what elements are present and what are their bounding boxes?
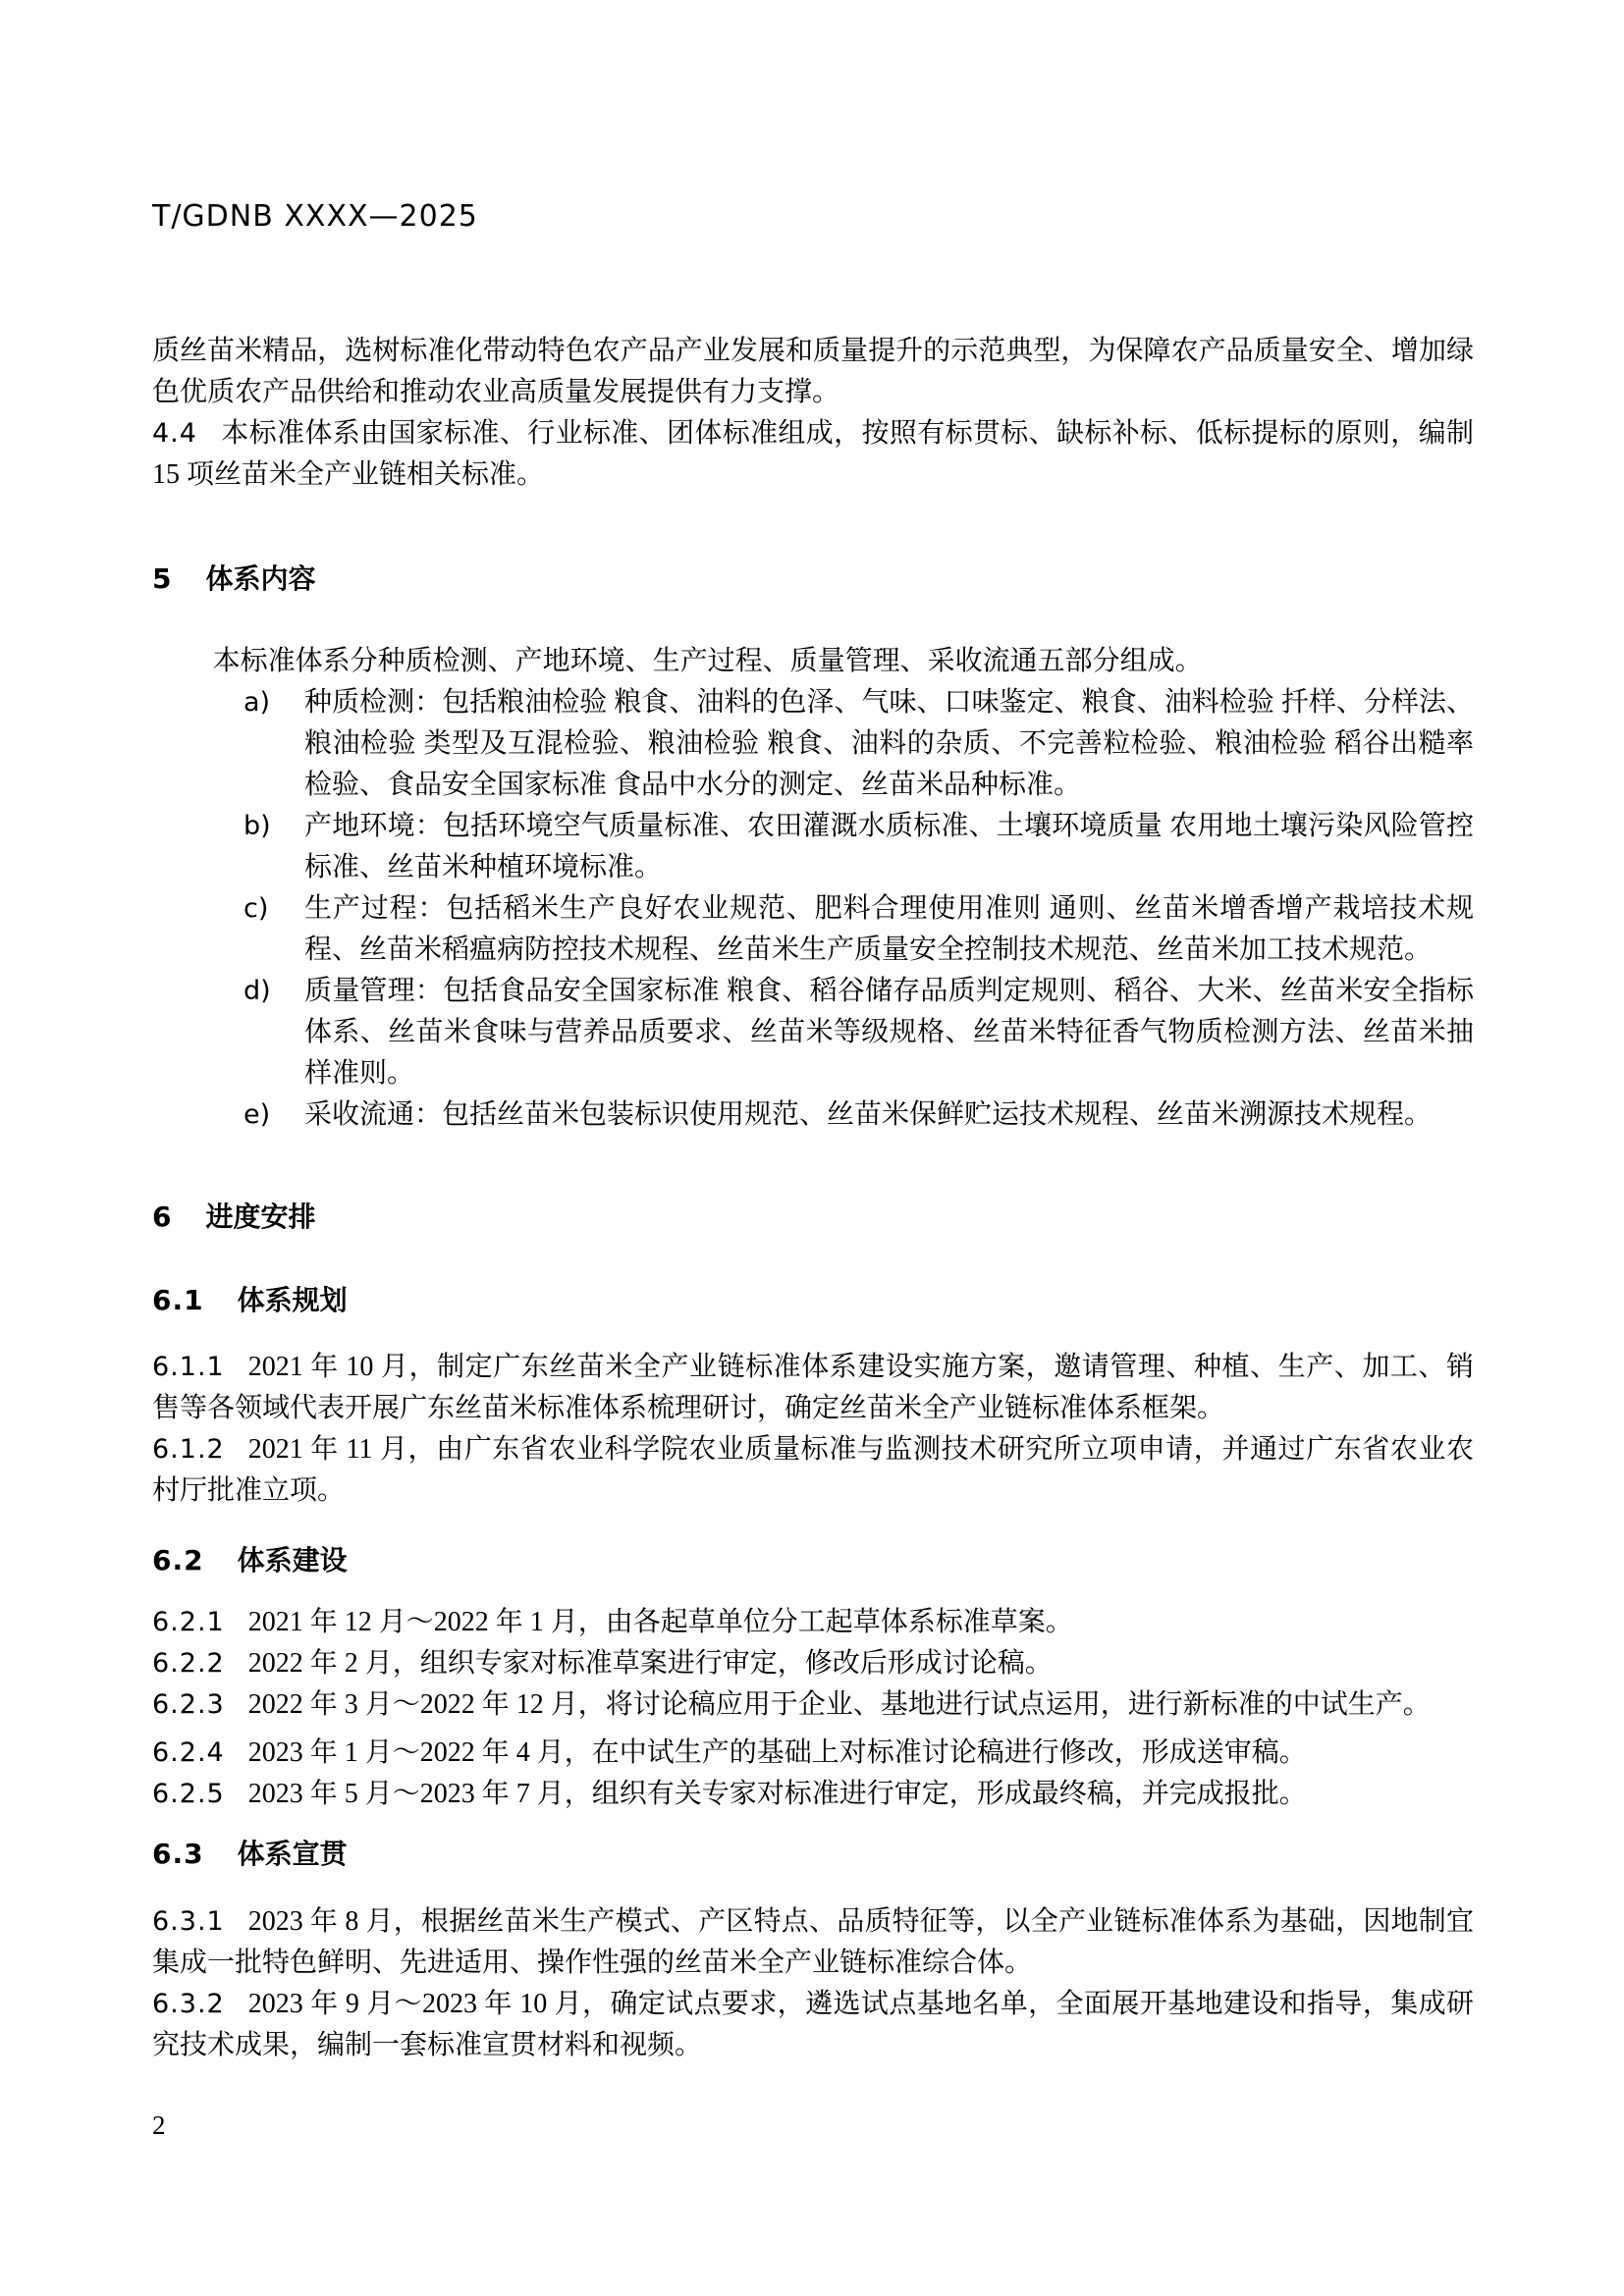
list-item-e-text: 采收流通：包括丝苗米包装标识使用规范、丝苗米保鲜贮运技术规程、丝苗米溯源技术规程。 bbox=[304, 1099, 1433, 1130]
clause-6-2-4 bbox=[152, 1733, 1474, 1774]
clause-6-2-5 bbox=[152, 1774, 1474, 1815]
clause-4-4 bbox=[152, 413, 1474, 496]
page-content bbox=[152, 0, 1474, 2066]
section-6-3-number: 6.3 bbox=[152, 1838, 204, 1870]
clause-6-2-1-text: 2021 年 12 月～2022 年 1 月，由各起草单位分工起草体系标准草案。 bbox=[247, 1607, 1073, 1637]
list-item-b-text: 产地环境：包括环境空气质量标准、农田灌溉水质标准、土壤环境质量 农用地土壤污染风险管控标准、丝苗米种植环境标准。 bbox=[304, 811, 1474, 882]
section-6-2-number: 6.2 bbox=[152, 1544, 204, 1576]
clause-6-1-1-text: 2021 年 10 月，制定广东丝苗米全产业链标准体系建设实施方案，邀请管理、种植、生产、加工、销售等各领域代表开展广东丝苗米标准体系梳理研讨，确定丝苗米全产业链标准体系框架。 bbox=[152, 1352, 1474, 1423]
clause-6-3-2-number: 6.3.2 bbox=[152, 1989, 225, 2019]
page-number: 2 bbox=[152, 2110, 166, 2140]
clause-6-3-1 bbox=[152, 1901, 1474, 1984]
section-5-heading bbox=[152, 559, 1474, 600]
clause-4-4-number: 4.4 bbox=[152, 418, 197, 449]
list-item-b bbox=[152, 806, 1474, 888]
clause-6-2-1-number: 6.2.1 bbox=[152, 1607, 225, 1637]
clause-6-2-5-number: 6.2.5 bbox=[152, 1779, 225, 1809]
clause-6-1-2-number: 6.1.2 bbox=[152, 1434, 225, 1465]
list-item-c bbox=[152, 888, 1474, 971]
list-item-a-marker: a) bbox=[244, 687, 271, 718]
clause-6-2-2 bbox=[152, 1643, 1474, 1684]
section-6-3-heading bbox=[152, 1834, 1474, 1875]
section-5-number: 5 bbox=[152, 562, 173, 595]
section-6-heading bbox=[152, 1197, 1474, 1238]
clause-6-2-5-text: 2023 年 5 月～2023 年 7 月，组织有关专家对标准进行审定，形成最终稿，并完成报批。 bbox=[247, 1779, 1307, 1809]
list-item-e bbox=[152, 1095, 1474, 1136]
list-item-b-marker: b) bbox=[244, 811, 271, 841]
section-5-list bbox=[152, 682, 1474, 1136]
section-6-3-title: 体系宣贯 bbox=[237, 1838, 348, 1870]
clause-6-3-1-text: 2023 年 8 月，根据丝苗米生产模式、产区特点、品质特征等，以全产业链标准体系为基础，因地制宜集成一批特色鲜明、先进适用、操作性强的丝苗米全产业链标准综合体。 bbox=[152, 1906, 1474, 1978]
section-5-intro: 本标准体系分种质检测、产地环境、生产过程、质量管理、采收流通五部分组成。 bbox=[212, 646, 1203, 676]
list-item-d bbox=[152, 971, 1474, 1095]
section-6-2-heading bbox=[152, 1540, 1474, 1581]
section-6-title: 进度安排 bbox=[205, 1201, 316, 1233]
list-item-e-marker: e) bbox=[244, 1099, 271, 1130]
clause-6-1-1 bbox=[152, 1347, 1474, 1429]
clause-6-2-3-text: 2022 年 3 月～2022 年 12 月，将讨论稿应用于企业、基地进行试点运用，进行新标准的中试生产。 bbox=[247, 1689, 1431, 1720]
clause-6-2-3-number: 6.2.3 bbox=[152, 1689, 225, 1720]
clause-6-3-2 bbox=[152, 1984, 1474, 2066]
section-6-1-number: 6.1 bbox=[152, 1284, 204, 1316]
section-6-1-title: 体系规划 bbox=[237, 1284, 348, 1316]
list-item-d-marker: d) bbox=[244, 976, 271, 1006]
clause-6-3-2-text: 2023 年 9 月～2023 年 10 月，确定试点要求，遴选试点基地名单，全面展开基地建设和指导，集成研究技术成果，编制一套标准宣贯材料和视频。 bbox=[152, 1989, 1474, 2060]
clause-6-1-2-text: 2021 年 11 月，由广东省农业科学院农业质量标准与监测技术研究所立项申请，并通过广东省农业农村厅批准立项。 bbox=[152, 1434, 1474, 1506]
section-6-1-heading bbox=[152, 1280, 1474, 1321]
list-item-c-marker: c) bbox=[244, 893, 269, 924]
clause-4-4-text: 本标准体系由国家标准、行业标准、团体标准组成，按照有标贯标、缺标补标、低标提标的原则，编制 15 项丝苗米全产业链相关标准。 bbox=[152, 418, 1474, 490]
section-6-2-title: 体系建设 bbox=[237, 1544, 348, 1576]
clause-6-1-2 bbox=[152, 1429, 1474, 1512]
list-item-c-text: 生产过程：包括稻米生产良好农业规范、肥料合理使用准则 通则、丝苗米增香增产栽培技术规程、丝苗米稻瘟病防控技术规程、丝苗米生产质量安全控制技术规范、丝苗米加工技术规范。 bbox=[304, 893, 1474, 965]
clause-6-2-1 bbox=[152, 1602, 1474, 1643]
doc-code-header: T/GDNB XXXX—2025 bbox=[152, 199, 478, 234]
clause-6-2-4-number: 6.2.4 bbox=[152, 1737, 225, 1768]
section-5-title: 体系内容 bbox=[205, 562, 316, 595]
clause-6-2-3 bbox=[152, 1684, 1474, 1726]
clause-6-2-2-text: 2022 年 2 月，组织专家对标准草案进行审定，修改后形成讨论稿。 bbox=[247, 1648, 1053, 1679]
clause-6-2-2-number: 6.2.2 bbox=[152, 1648, 225, 1679]
list-item-d-text: 质量管理：包括食品安全国家标准 粮食、稻谷储存品质判定规则、稻谷、大米、丝苗米安全指标体系、丝苗米食味与营养品质要求、丝苗米等级规格、丝苗米特征香气物质检测方法、丝苗米抽样准则。 bbox=[304, 976, 1474, 1089]
section-6-number: 6 bbox=[152, 1201, 173, 1233]
list-item-a bbox=[152, 682, 1474, 806]
clause-6-1-1-number: 6.1.1 bbox=[152, 1352, 225, 1382]
list-item-a-text: 种质检测：包括粮油检验 粮食、油料的色泽、气味、口味鉴定、粮食、油料检验 扦样、分样法、粮油检验 类型及互混检验、粮油检验 粮食、油料的杂质、不完善粒检验、粮油检验 稻谷出糙率检验、食品安全国家标准 食品中水分的测定、丝苗米品种标准。 bbox=[304, 687, 1474, 800]
paragraph-continuation: 质丝苗米精品，选树标准化带动特色农产品产业发展和质量提升的示范典型，为保障农产品质量安全、增加绿色优质农产品供给和推动农业高质量发展提供有力支撑。 bbox=[152, 336, 1474, 407]
clause-6-2-4-text: 2023 年 1 月～2022 年 4 月，在中试生产的基础上对标准讨论稿进行修改，形成送审稿。 bbox=[247, 1737, 1307, 1768]
clause-6-3-1-number: 6.3.1 bbox=[152, 1906, 225, 1937]
